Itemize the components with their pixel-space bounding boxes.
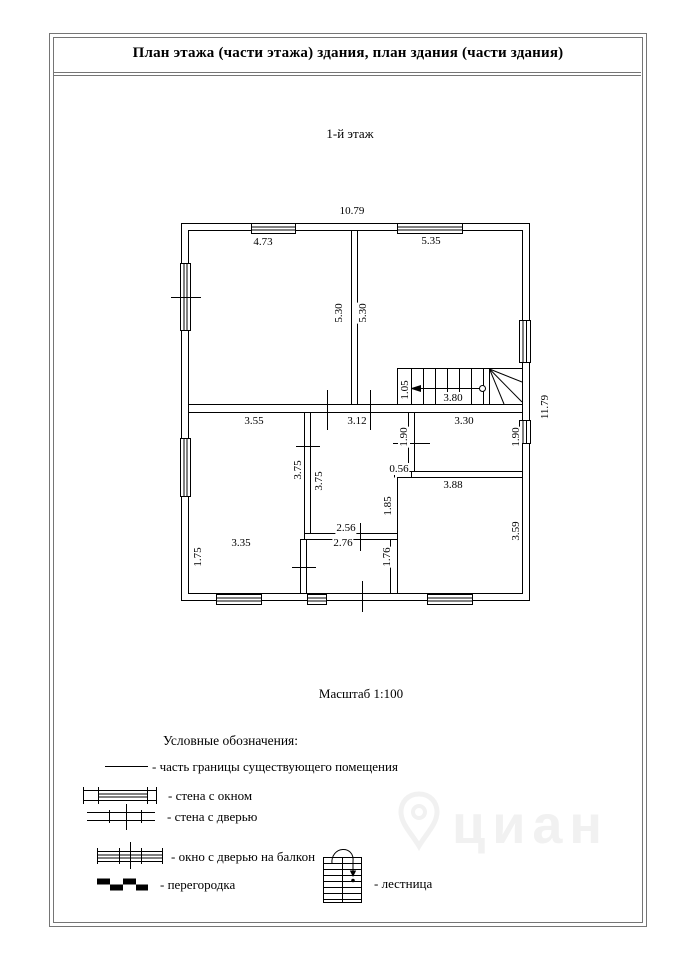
- dim-room-br-width: 3.88: [443, 479, 463, 491]
- dim-room-ml-width: 3.55: [244, 415, 264, 427]
- legend-label-wall-with-door: - стена с дверью: [167, 809, 258, 824]
- dim-hall-width: 3.12: [347, 415, 367, 427]
- legend-symbol-wall-with-door: [87, 804, 155, 830]
- floor-label: 1-й этаж: [326, 126, 374, 141]
- dim-stair-length: 3.80: [443, 392, 463, 404]
- legend-label-existing-boundary: - часть границы существующего помещения: [152, 759, 398, 774]
- dim-hall-height: 3.75: [313, 471, 325, 491]
- scale-label: Масштаб 1:100: [318, 686, 404, 701]
- dim-overall-height: 11.79: [539, 394, 551, 420]
- dim-room-mr-height-outer: 1.90: [510, 427, 522, 447]
- dim-room-tl-height: 5.30: [333, 303, 345, 323]
- page-title: План этажа (части этажа) здания, план здания (части здания): [132, 45, 564, 61]
- watermark-text: циан: [452, 795, 610, 855]
- legend-label-balcony-door-window: - окно с дверью на балкон: [171, 849, 316, 864]
- legend-label-wall-with-window: - стена с окном: [168, 788, 253, 803]
- legend-label-staircase: - лестница: [374, 876, 433, 891]
- dim-room-tl-width: 4.73: [253, 236, 273, 248]
- dim-room-mr-height-inner: 1.90: [398, 427, 410, 447]
- legend-heading: Условные обозначения:: [163, 733, 299, 748]
- dim-room-bl-height: 1.75: [192, 547, 204, 567]
- legend-symbol-partition: [97, 879, 148, 891]
- legend-symbol-window-with-balcony-door: [97, 842, 163, 869]
- dim-room-br-height: 3.59: [510, 521, 522, 541]
- dim-room-tr-width: 5.35: [421, 235, 441, 247]
- dim-room-ml-height: 3.75: [292, 460, 304, 480]
- legend-symbol-wall-with-window: [83, 787, 157, 804]
- dim-stair-width: 1.05: [399, 380, 411, 400]
- dim-wall-step: 0.56: [389, 463, 409, 475]
- legend-label-partition: - перегородка: [160, 877, 236, 892]
- dim-room-br-left-upper: 1.85: [382, 496, 394, 516]
- dim-overall-width: 10.79: [339, 205, 365, 217]
- legend-symbol-staircase: [324, 849, 362, 902]
- dim-room-bl-width: 3.35: [231, 537, 251, 549]
- dim-room-mr-width: 3.30: [454, 415, 474, 427]
- dim-room-bm-width: 2.76: [333, 537, 353, 549]
- dim-room-tr-height: 5.30: [357, 303, 369, 323]
- dim-room-bm-width-top: 2.56: [336, 522, 356, 534]
- dim-room-bm-height: 1.76: [381, 547, 393, 567]
